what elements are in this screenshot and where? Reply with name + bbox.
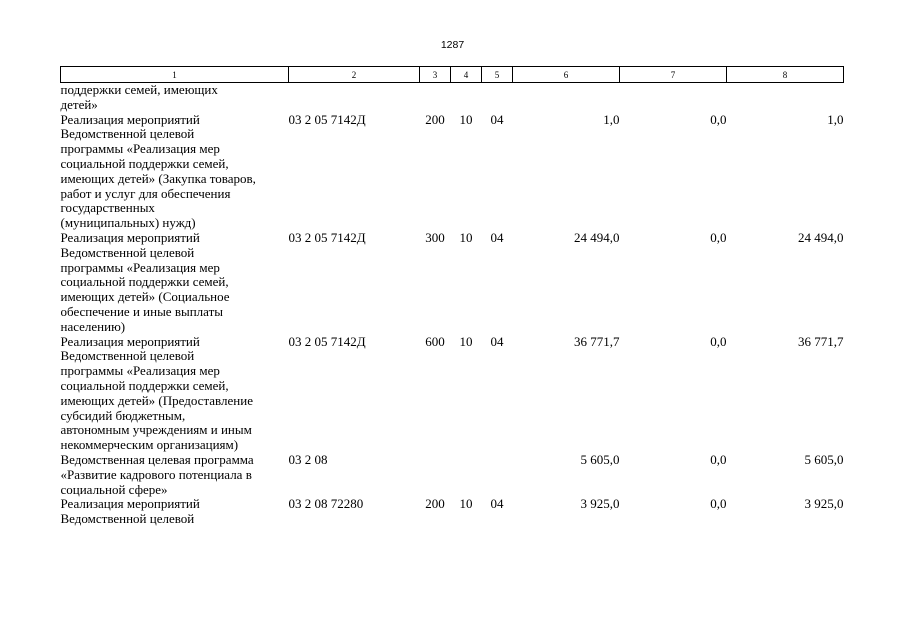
row-expense-type-cell: [420, 453, 451, 497]
row-total-cell: 24 494,0: [798, 229, 844, 245]
column-header-7: 7: [620, 67, 727, 83]
row-amount-cell: 1,0: [603, 111, 620, 127]
row-name-line: Ведомственная целевая программа: [60, 451, 254, 467]
row-expense-type-cell: [420, 83, 451, 113]
row-name-line: поддержки семей, имеющих: [60, 82, 218, 97]
row-name-cell: [61, 83, 289, 113]
row-change-cell: 0,0: [710, 496, 727, 512]
row-subsection-cell: 04: [490, 229, 504, 245]
row-section-cell: 10: [459, 496, 473, 512]
row-subsection-cell: [482, 453, 513, 497]
row-expense-type-cell: 600: [425, 333, 445, 349]
row-change-cell: [620, 83, 727, 113]
row-total-cell: 3 925,0: [804, 496, 844, 512]
row-name-line: социальной поддержки семей,: [60, 274, 229, 290]
row-name-line: социальной сфере»: [60, 481, 168, 497]
row-total-cell: [727, 83, 844, 113]
table-row: [61, 231, 844, 335]
column-header-6: 6: [513, 67, 620, 83]
column-header-3: 3: [420, 67, 451, 83]
row-name-line: программы «Реализация мер: [60, 141, 220, 157]
row-name-line: имеющих детей» (Предоставление: [60, 392, 253, 408]
row-name-line: программы «Реализация мер: [60, 259, 220, 275]
row-name-line: Реализация мероприятий: [60, 111, 200, 127]
row-expense-type-cell: 200: [425, 496, 445, 512]
row-subsection-cell: 04: [490, 111, 504, 127]
table-row: [61, 497, 844, 527]
row-total-cell: 36 771,7: [798, 333, 844, 349]
table-row: [61, 453, 844, 497]
row-code-cell: 03 2 05 7142Д: [288, 229, 366, 245]
row-name-line: некоммерческим организациям): [60, 437, 239, 453]
row-name-line: социальной поддержки семей,: [60, 377, 229, 393]
row-expense-type-cell: 300: [425, 229, 445, 245]
row-subsection-cell: [482, 83, 513, 113]
row-change-cell: 0,0: [710, 111, 727, 127]
row-section-cell: 10: [459, 229, 473, 245]
row-total-cell: 5 605,0: [804, 451, 844, 467]
row-name-line: субсидий бюджетным,: [60, 407, 186, 423]
row-name-line: (муниципальных) нужд): [60, 215, 196, 231]
row-amount-cell: 5 605,0: [580, 451, 620, 467]
row-name-cell: [61, 497, 289, 527]
row-name-line: детей»: [60, 96, 98, 112]
row-name-line: социальной поддержки семей,: [60, 155, 229, 171]
header-row: [61, 67, 844, 83]
row-name-line: Реализация мероприятий: [60, 333, 200, 349]
row-name-line: государственных: [60, 200, 155, 216]
row-name-line: работ и услуг для обеспечения: [60, 185, 231, 201]
row-amount-cell: 36 771,7: [574, 333, 620, 349]
column-header-1: 1: [61, 67, 289, 83]
column-header-8: 8: [727, 67, 844, 83]
column-header-2: 2: [289, 67, 420, 83]
table-row: [61, 335, 844, 453]
budget-table: [60, 66, 844, 527]
row-name-cell: [61, 113, 289, 231]
row-change-cell: 0,0: [710, 229, 727, 245]
table-row: [61, 113, 844, 231]
row-section-cell: 10: [459, 111, 473, 127]
row-total-cell: 1,0: [827, 111, 844, 127]
row-name-line: Ведомственной целевой: [60, 511, 195, 527]
row-code-cell: [289, 83, 420, 113]
row-name-cell: [61, 453, 289, 497]
row-code-cell: 03 2 08: [288, 451, 328, 467]
row-subsection-cell: 04: [490, 496, 504, 512]
row-amount-cell: 3 925,0: [580, 496, 620, 512]
row-name-line: имеющих детей» (Социальное: [60, 289, 230, 305]
row-name-line: Ведомственной целевой: [60, 244, 195, 260]
table-body: [61, 83, 844, 527]
row-section-cell: [451, 453, 482, 497]
row-code-cell: 03 2 05 7142Д: [288, 333, 366, 349]
row-name-line: «Развитие кадрового потенциала в: [60, 466, 252, 482]
row-amount-cell: [513, 83, 620, 113]
row-name-line: населению): [60, 318, 126, 334]
table-row: [61, 83, 844, 113]
row-section-cell: 10: [459, 333, 473, 349]
row-code-cell: 03 2 08 72280: [288, 496, 364, 512]
row-name-line: Ведомственной целевой: [60, 348, 195, 364]
row-change-cell: 0,0: [710, 451, 727, 467]
row-subsection-cell: 04: [490, 333, 504, 349]
row-name-line: автономным учреждениям и иным: [60, 422, 252, 438]
row-section-cell: [451, 83, 482, 113]
row-name-cell: [61, 231, 289, 335]
row-name-line: Реализация мероприятий: [60, 229, 200, 245]
row-name-cell: [61, 335, 289, 453]
row-amount-cell: 24 494,0: [574, 229, 620, 245]
row-change-cell: 0,0: [710, 333, 727, 349]
row-expense-type-cell: 200: [425, 111, 445, 127]
page-number: 1287: [440, 39, 465, 51]
row-name-line: Ведомственной целевой: [60, 126, 195, 142]
column-header-5: 5: [482, 67, 513, 83]
row-name-line: программы «Реализация мер: [60, 363, 220, 379]
row-name-line: имеющих детей» (Закупка товаров,: [60, 170, 256, 186]
row-code-cell: 03 2 05 7142Д: [288, 111, 366, 127]
row-name-line: Реализация мероприятий: [60, 496, 200, 512]
column-header-4: 4: [451, 67, 482, 83]
row-name-line: обеспечение и иные выплаты: [60, 303, 223, 319]
